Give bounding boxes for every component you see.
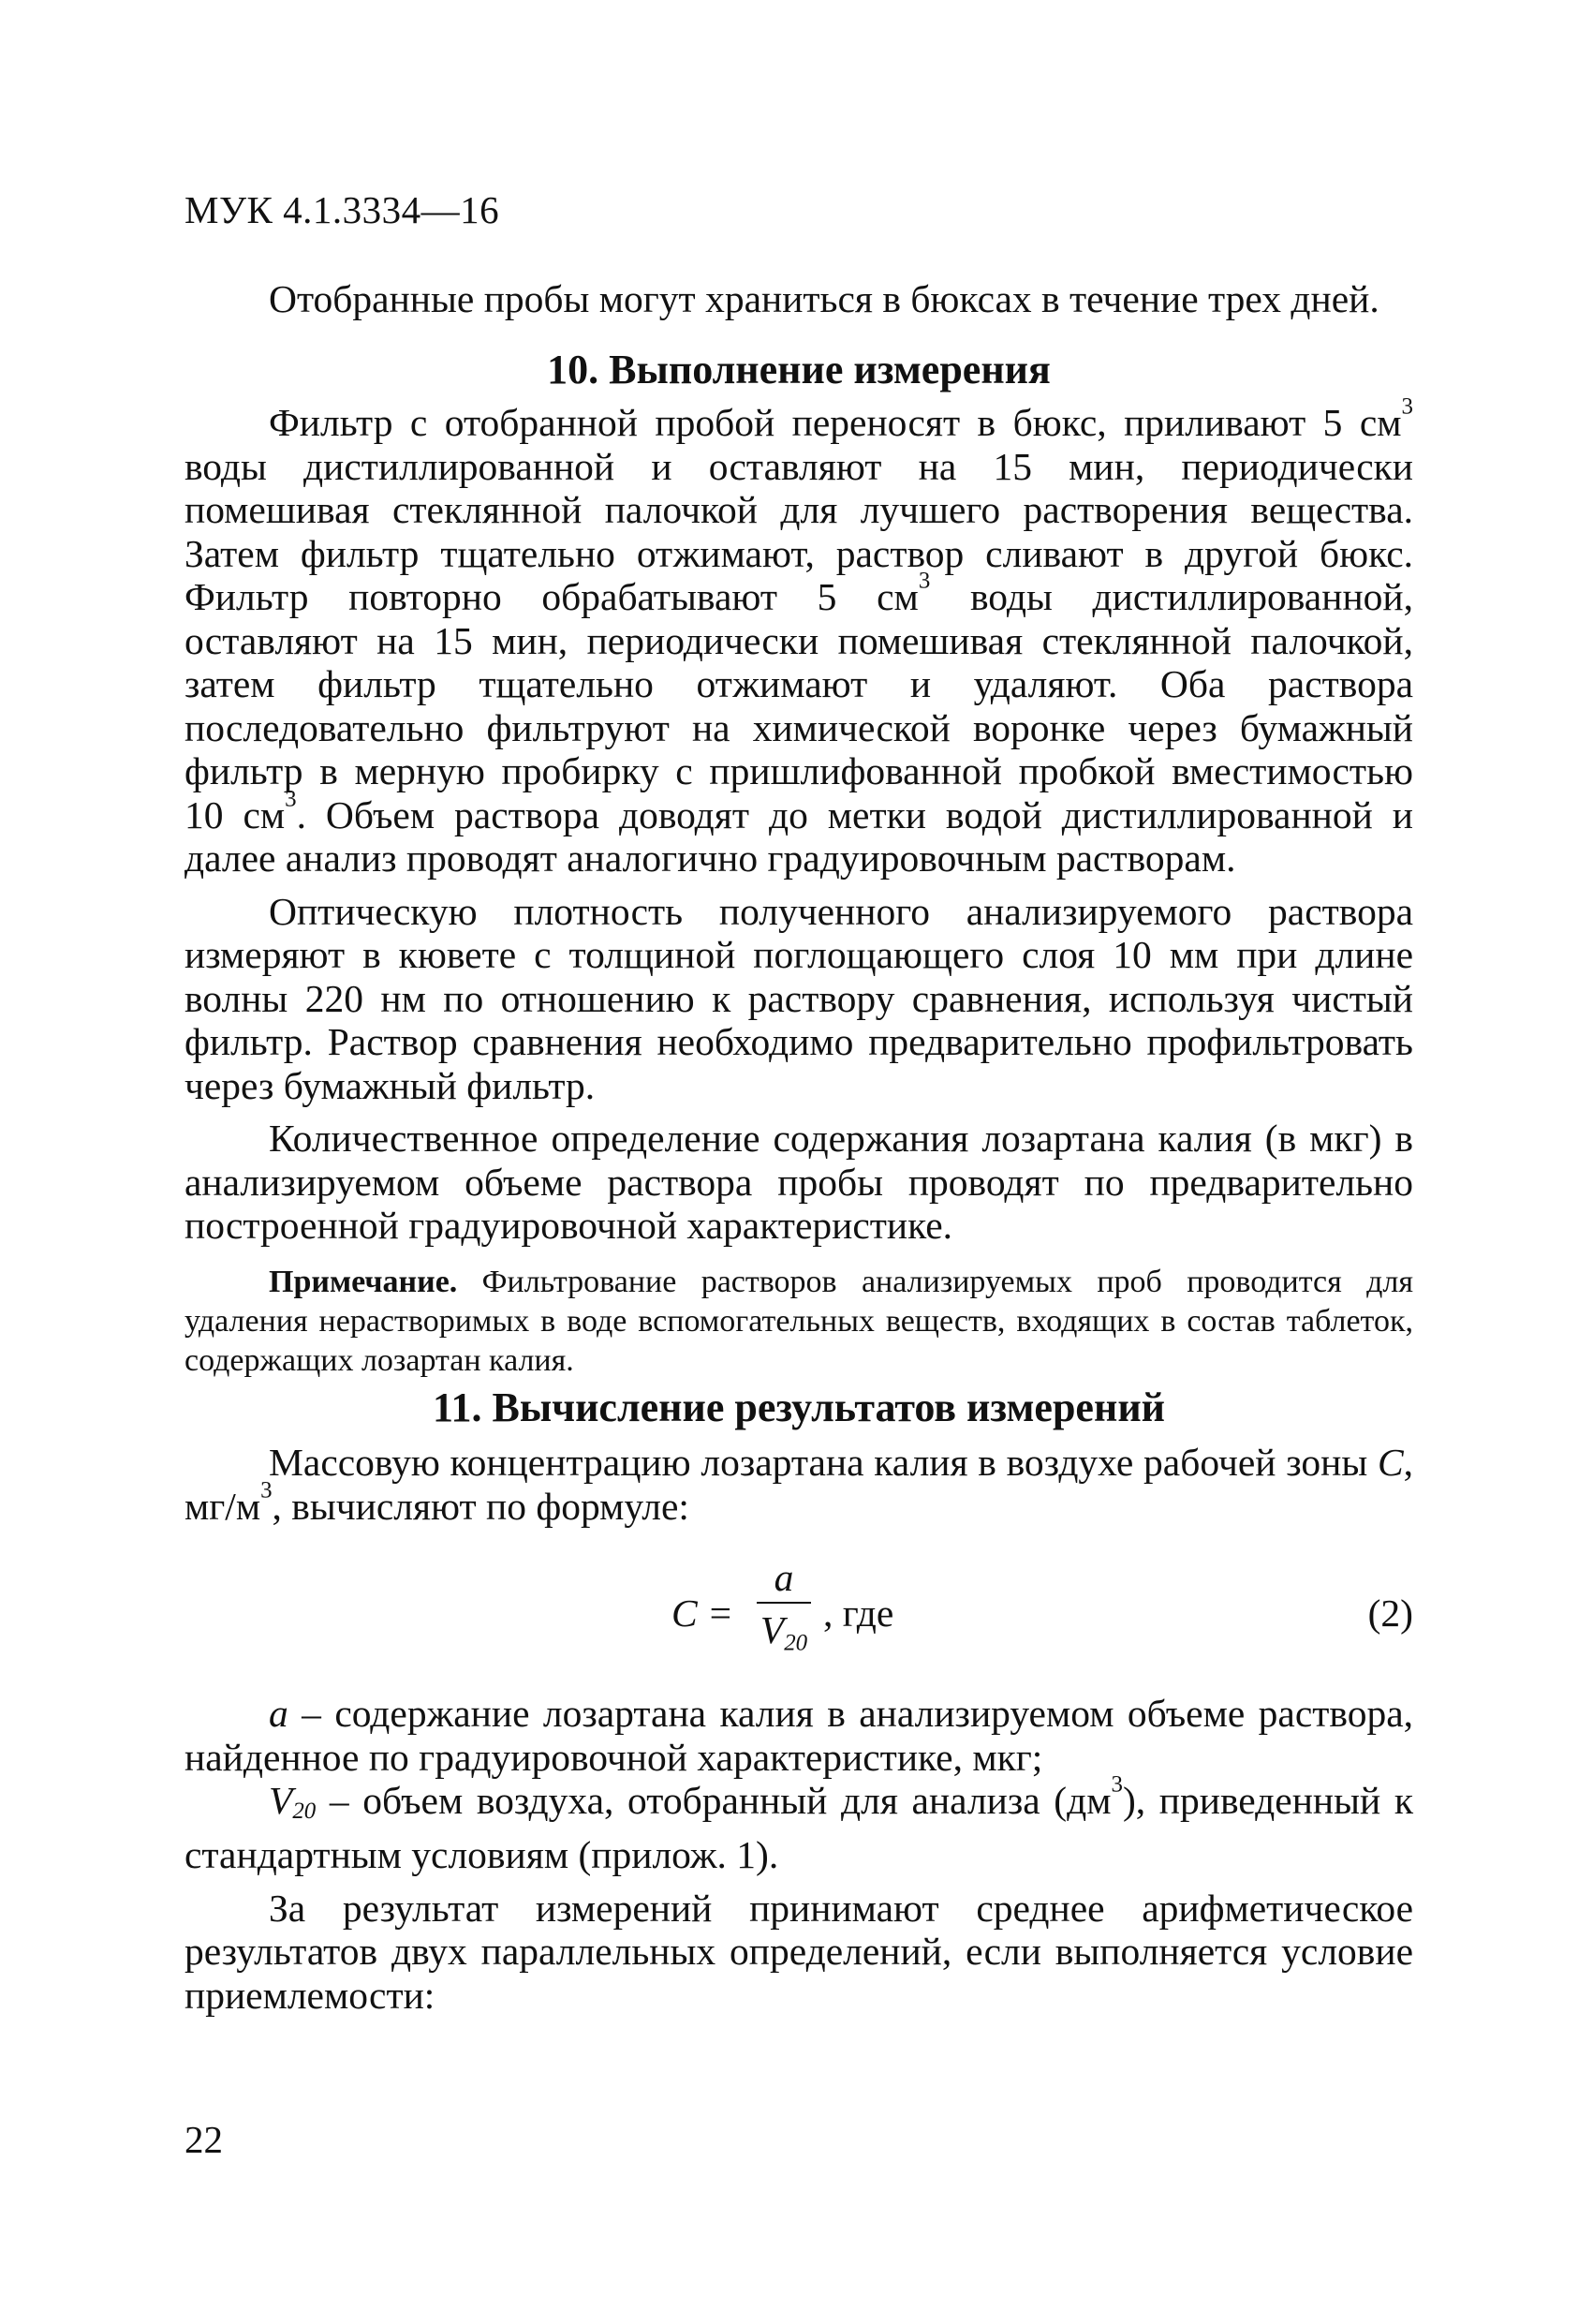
document-code: МУК 4.1.3334—16 [184, 188, 500, 231]
formula-denominator: $V_{20}$ [760, 1608, 808, 1656]
intro-block [184, 277, 1413, 321]
definition-v20: $V_{20}$ – объем воздуха, отобранный для анализа $(дм^3)$, приведенный к стандартным условиям (прилож. 1). [184, 1771, 1413, 1877]
section-10-paragraph-2: Оптическую плотность полученного анализируемого раствора измеряют в кювете с толщиной поглощающего слоя 10 мм при длине волны 220 нм по отношению к раствору сравнения, используя чистый фильтр. Раствор сравнения необходимо предварительно профильтровать через бумажный фильтр. [184, 889, 1413, 1107]
equation-number: (2) [1367, 1591, 1413, 1635]
intro-paragraph: Отобранные пробы могут храниться в бюксах в течение трех дней. [269, 277, 1379, 320]
section-11-title: 11. Вычисление результатов измерений [432, 1384, 1166, 1430]
formula-numerator: a [774, 1556, 794, 1599]
section-11 [184, 1384, 1413, 1528]
section-10-title: 10. Выполнение измерения [547, 347, 1051, 392]
formula-where: , где [823, 1591, 894, 1635]
page-number: 22 [184, 2118, 223, 2161]
section-10 [184, 347, 1413, 1381]
formula-2 [184, 1546, 1413, 1677]
section-11-paragraph-1: Массовую концентрацию лозартана калия в воздухе рабочей зоны C, $мг/м^3$, вычисляют по формуле: [184, 1441, 1413, 1528]
section-10-note: Примечание. Фильтрование растворов анализируемых проб проводится для удаления нерастворимых в воде вспомогательных веществ, входящих в состав таблеток, содержащих лозартан калия. [184, 1264, 1413, 1378]
section-11-paragraph-last: За результат измерений принимают среднее арифметическое результатов двух параллельных определений, если выполняется условие приемлемости: [184, 1886, 1413, 2017]
definition-a: a – содержание лозартана калия в анализируемом объеме раствора, найденное по градуировочной характеристике, мкг; [184, 1692, 1413, 1779]
section-10-paragraph-1: Фильтр с отобранной пробой переносят в бюкс, приливают 5 $см^3$ воды дистиллированной и оставляют на 15 мин, периодически помешивая стеклянной палочкой для лучшего растворения вещества. Затем фильтр тщательно отжимают, раствор сливают в другой бюкс. Фильтр повторно обрабатывают 5 $см^3$ воды дистиллированной, оставляют на 15 мин, периодически помешивая стеклянной палочкой, затем фильтр тщательно отжимают и удаляют. Оба раствора последовательно фильтруют на химической воронке через бумажный фильтр в мерную пробирку с пришлифованной пробкой вместимостью 10 $см^3$. Объем раствора доводят до метки водой дистиллированной и далее анализ проводят аналогично градуировочным растворам. [184, 393, 1414, 880]
note-label: Примечание. [269, 1264, 458, 1299]
formula-lhs: C = [671, 1591, 734, 1635]
formula-fraction [751, 1555, 817, 1656]
definitions [184, 1692, 1413, 2017]
section-10-paragraph-3: Количественное определение содержания лозартана калия (в мкг) в анализируемом объеме раствора пробы проводят по предварительно построенной градуировочной характеристике. [184, 1117, 1413, 1247]
